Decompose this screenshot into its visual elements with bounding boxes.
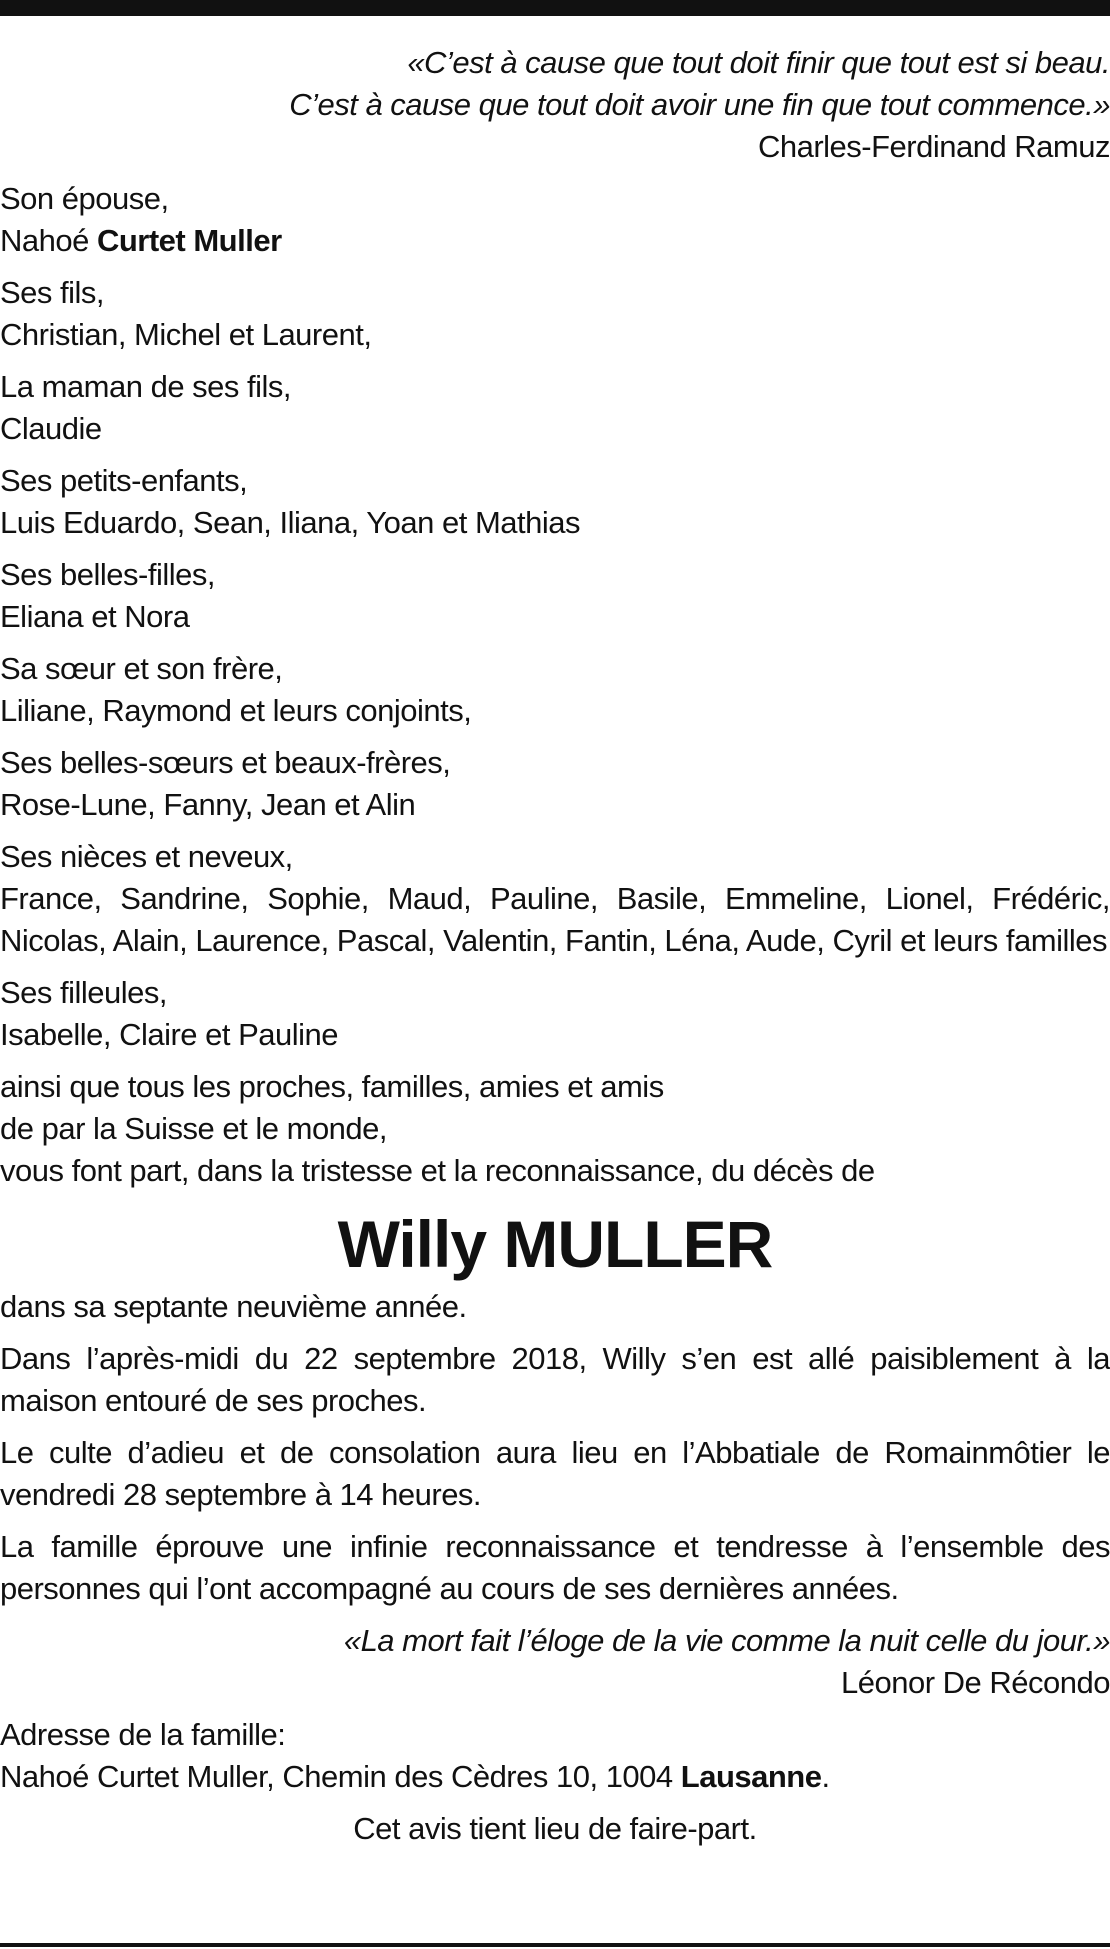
grandchildren-block <box>0 460 1110 544</box>
siblings-names: Liliane, Raymond et leurs conjoints, <box>0 693 472 728</box>
announcement-line-1: ainsi que tous les proches, familles, amies et amis <box>0 1069 664 1104</box>
announcement-block <box>0 1066 1110 1192</box>
spouse-last-name: Curtet Muller <box>96 223 282 258</box>
sons-label: Ses fils, <box>0 275 105 310</box>
deceased-name: Willy MULLER <box>337 1207 773 1281</box>
in-laws-names: Rose-Lune, Fanny, Jean et Alin <box>0 787 416 822</box>
spouse-label: Son épouse, <box>0 181 169 216</box>
goddaughters-block <box>0 972 1110 1056</box>
top-rule <box>0 0 1110 16</box>
grandchildren-names: Luis Eduardo, Sean, Iliana, Yoan et Mathias <box>0 505 580 540</box>
daughters-in-law-label: Ses belles-filles, <box>0 557 215 592</box>
announcement-line-2: de par la Suisse et le monde, <box>0 1111 388 1146</box>
age-line: dans sa septante neuvième année. <box>0 1289 467 1324</box>
address-block <box>0 1714 1110 1798</box>
mother-block <box>0 366 1110 450</box>
daughters-in-law-names: Eliana et Nora <box>0 599 190 634</box>
address-line <box>0 1756 1110 1798</box>
sons-names: Christian, Michel et Laurent, <box>0 317 372 352</box>
daughters-in-law-block <box>0 554 1110 638</box>
mother-label: La maman de ses fils, <box>0 369 292 404</box>
service-text: Le culte d’adieu et de consolation aura lieu en l’Abbatiale de Romainmôtier le vendredi 28 septembre à 14 heures. <box>0 1435 1110 1512</box>
nieces-names: France, Sandrine, Sophie, Maud, Pauline, Basile, Emmeline, Lionel, Frédéric, Nicolas, Alain, Laurence, Pascal, Valentin, Fantin, Léna, Aude, Cyril et leurs familles <box>0 881 1110 958</box>
siblings-block <box>0 648 1110 732</box>
nieces-block <box>0 836 1110 962</box>
in-laws-block <box>0 742 1110 826</box>
obituary-notice <box>0 42 1110 1850</box>
thanks-text: La famille éprouve une infinie reconnaissance et tendresse à l’ensemble des personnes qui l’ont accompagné au cours de ses dernières années. <box>0 1529 1110 1606</box>
announcement-line-3: vous font part, dans la tristesse et la reconnaissance, du décès de <box>0 1153 875 1188</box>
nieces-label: Ses nièces et neveux, <box>0 839 293 874</box>
spouse-first-name: Nahoé <box>0 223 97 258</box>
siblings-label: Sa sœur et son frère, <box>0 651 283 686</box>
opening-quote <box>0 42 1110 126</box>
address-street: Nahoé Curtet Muller, Chemin des Cèdres 10, 1004 <box>0 1759 681 1794</box>
grandchildren-label: Ses petits-enfants, <box>0 463 248 498</box>
opening-quote-line-1: «C’est à cause que tout doit finir que tout est si beau. <box>407 45 1110 80</box>
spouse-block <box>0 178 1110 262</box>
footer-note: Cet avis tient lieu de faire-part. <box>353 1811 757 1846</box>
closing-quote-author: Léonor De Récondo <box>841 1665 1110 1700</box>
address-period: . <box>821 1759 830 1794</box>
goddaughters-label: Ses filleules, <box>0 975 168 1010</box>
bottom-rule <box>0 1943 1110 1947</box>
address-label: Adresse de la famille: <box>0 1717 286 1752</box>
closing-quote: «La mort fait l’éloge de la vie comme la nuit celle du jour.» <box>343 1623 1110 1658</box>
death-text: Dans l’après-midi du 22 septembre 2018, Willy s’en est allé paisiblement à la maison entouré de ses proches. <box>0 1341 1110 1418</box>
opening-quote-line-2: C’est à cause que tout doit avoir une fin que tout commence.» <box>289 87 1110 122</box>
address-city: Lausanne <box>680 1759 822 1794</box>
in-laws-label: Ses belles-sœurs et beaux-frères, <box>0 745 451 780</box>
sons-block <box>0 272 1110 356</box>
mother-names: Claudie <box>0 411 102 446</box>
opening-quote-author: Charles-Ferdinand Ramuz <box>757 129 1110 164</box>
spouse-name <box>0 220 1110 262</box>
goddaughters-names: Isabelle, Claire et Pauline <box>0 1017 339 1052</box>
